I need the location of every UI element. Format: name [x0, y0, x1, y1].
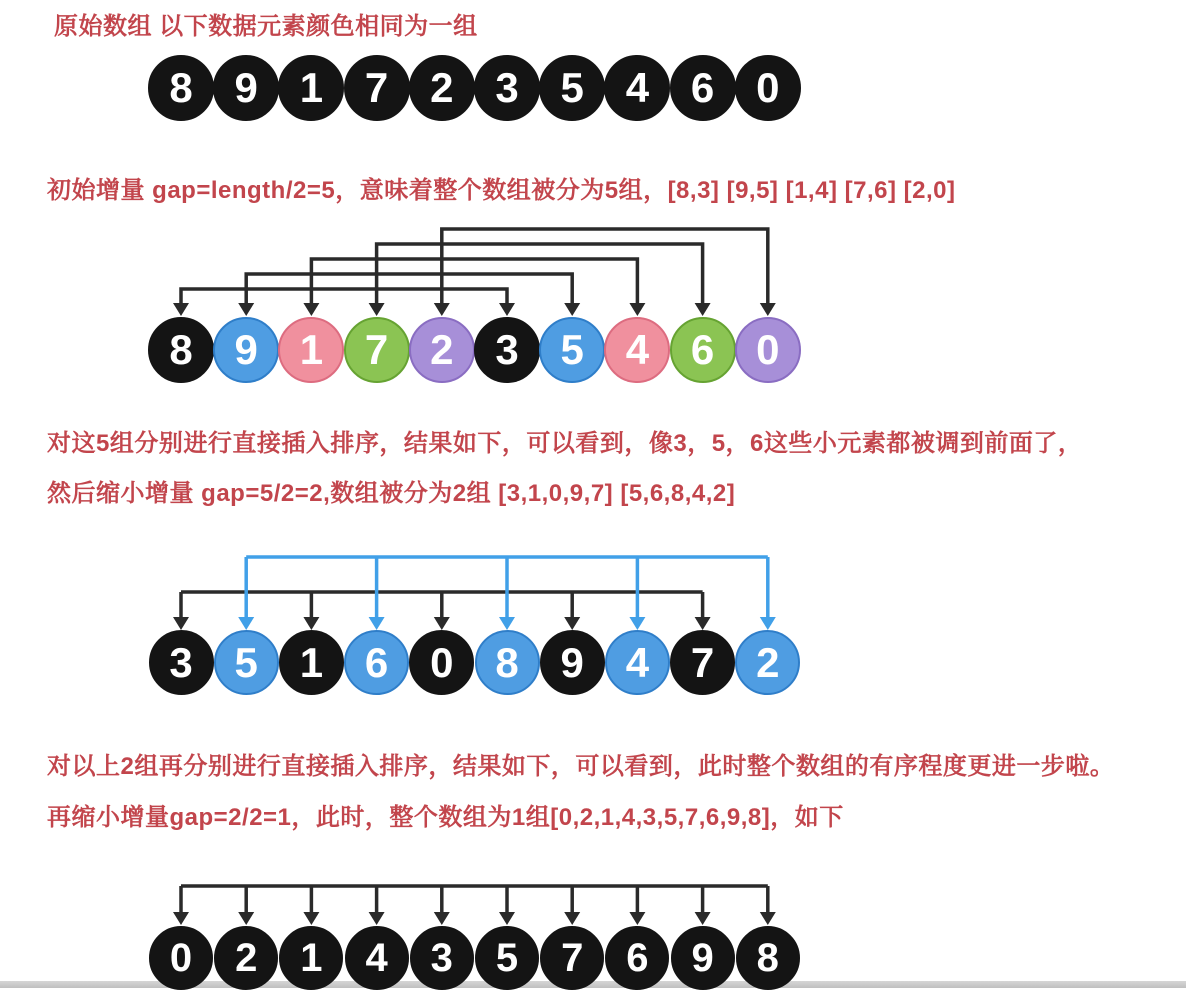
array-element-gap1-result-4: 3 [410, 926, 474, 990]
caption-gap2-result: 对以上2组再分别进行直接插入排序，结果如下，可以看到，此时整个数组的有序程度更进一步啦。 [47, 753, 1115, 780]
array-element-gap1-result-2: 1 [279, 926, 343, 990]
array-element-gap2-groups-2: 1 [279, 630, 344, 695]
array-element-gap5-groups-2: 1 [278, 317, 344, 383]
array-element-gap1-result-8: 9 [671, 926, 735, 990]
array-element-gap5-groups-0: 8 [148, 317, 214, 383]
array-element-gap1-result-7: 6 [605, 926, 669, 990]
array-element-gap1-result-5: 5 [475, 926, 539, 990]
array-element-gap5-groups-4: 2 [409, 317, 475, 383]
array-element-gap1-result-9: 8 [736, 926, 800, 990]
array-element-original-array-6: 5 [539, 55, 605, 121]
caption-gap1: 再缩小增量gap=2/2=1，此时，整个数组为1组[0,2,1,4,3,5,7,6,9,8]，如下 [47, 804, 844, 831]
array-element-original-array-4: 2 [409, 55, 475, 121]
array-element-original-array-0: 8 [148, 55, 214, 121]
array-element-original-array-1: 9 [213, 55, 279, 121]
array-element-original-array-2: 1 [278, 55, 344, 121]
array-element-gap2-groups-7: 4 [605, 630, 670, 695]
array-element-gap5-groups-9: 0 [735, 317, 801, 383]
gap1-comb-arrows [173, 886, 776, 925]
array-element-gap2-groups-4: 0 [409, 630, 474, 695]
gap2-comb-arrows [173, 557, 776, 630]
caption-gap5: 初始增量 gap=length/2=5，意味着整个数组被分为5组，[8,3] [9,5] [1,4] [7,6] [2,0] [47, 177, 956, 204]
array-element-gap5-groups-8: 6 [670, 317, 736, 383]
array-element-gap1-result-1: 2 [214, 926, 278, 990]
array-element-gap5-groups-6: 5 [539, 317, 605, 383]
array-element-gap2-groups-9: 2 [735, 630, 800, 695]
array-element-gap2-groups-3: 6 [344, 630, 409, 695]
array-element-gap5-groups-7: 4 [604, 317, 670, 383]
array-element-original-array-5: 3 [474, 55, 540, 121]
array-element-original-array-3: 7 [344, 55, 410, 121]
array-element-gap2-groups-1: 5 [214, 630, 279, 695]
array-element-gap1-result-0: 0 [149, 926, 213, 990]
array-element-gap2-groups-8: 7 [670, 630, 735, 695]
array-element-gap2-groups-6: 9 [540, 630, 605, 695]
caption-gap2: 然后缩小增量 gap=5/2=2,数组被分为2组 [3,1,0,9,7] [5,6,8,4,2] [47, 480, 736, 507]
array-element-gap5-groups-3: 7 [344, 317, 410, 383]
caption-gap5-result: 对这5组分别进行直接插入排序，结果如下，可以看到，像3，5，6这些小元素都被调到前面了， [47, 430, 1083, 457]
caption-original-array: 原始数组 以下数据元素颜色相同为一组 [54, 13, 478, 40]
array-element-gap5-groups-5: 3 [474, 317, 540, 383]
array-element-gap2-groups-5: 8 [475, 630, 540, 695]
array-element-original-array-9: 0 [735, 55, 801, 121]
array-element-original-array-8: 6 [670, 55, 736, 121]
array-element-original-array-7: 4 [604, 55, 670, 121]
gap5-pair-arrows [173, 229, 776, 316]
array-element-gap1-result-3: 4 [345, 926, 409, 990]
array-element-gap5-groups-1: 9 [213, 317, 279, 383]
array-element-gap2-groups-0: 3 [149, 630, 214, 695]
array-element-gap1-result-6: 7 [540, 926, 604, 990]
